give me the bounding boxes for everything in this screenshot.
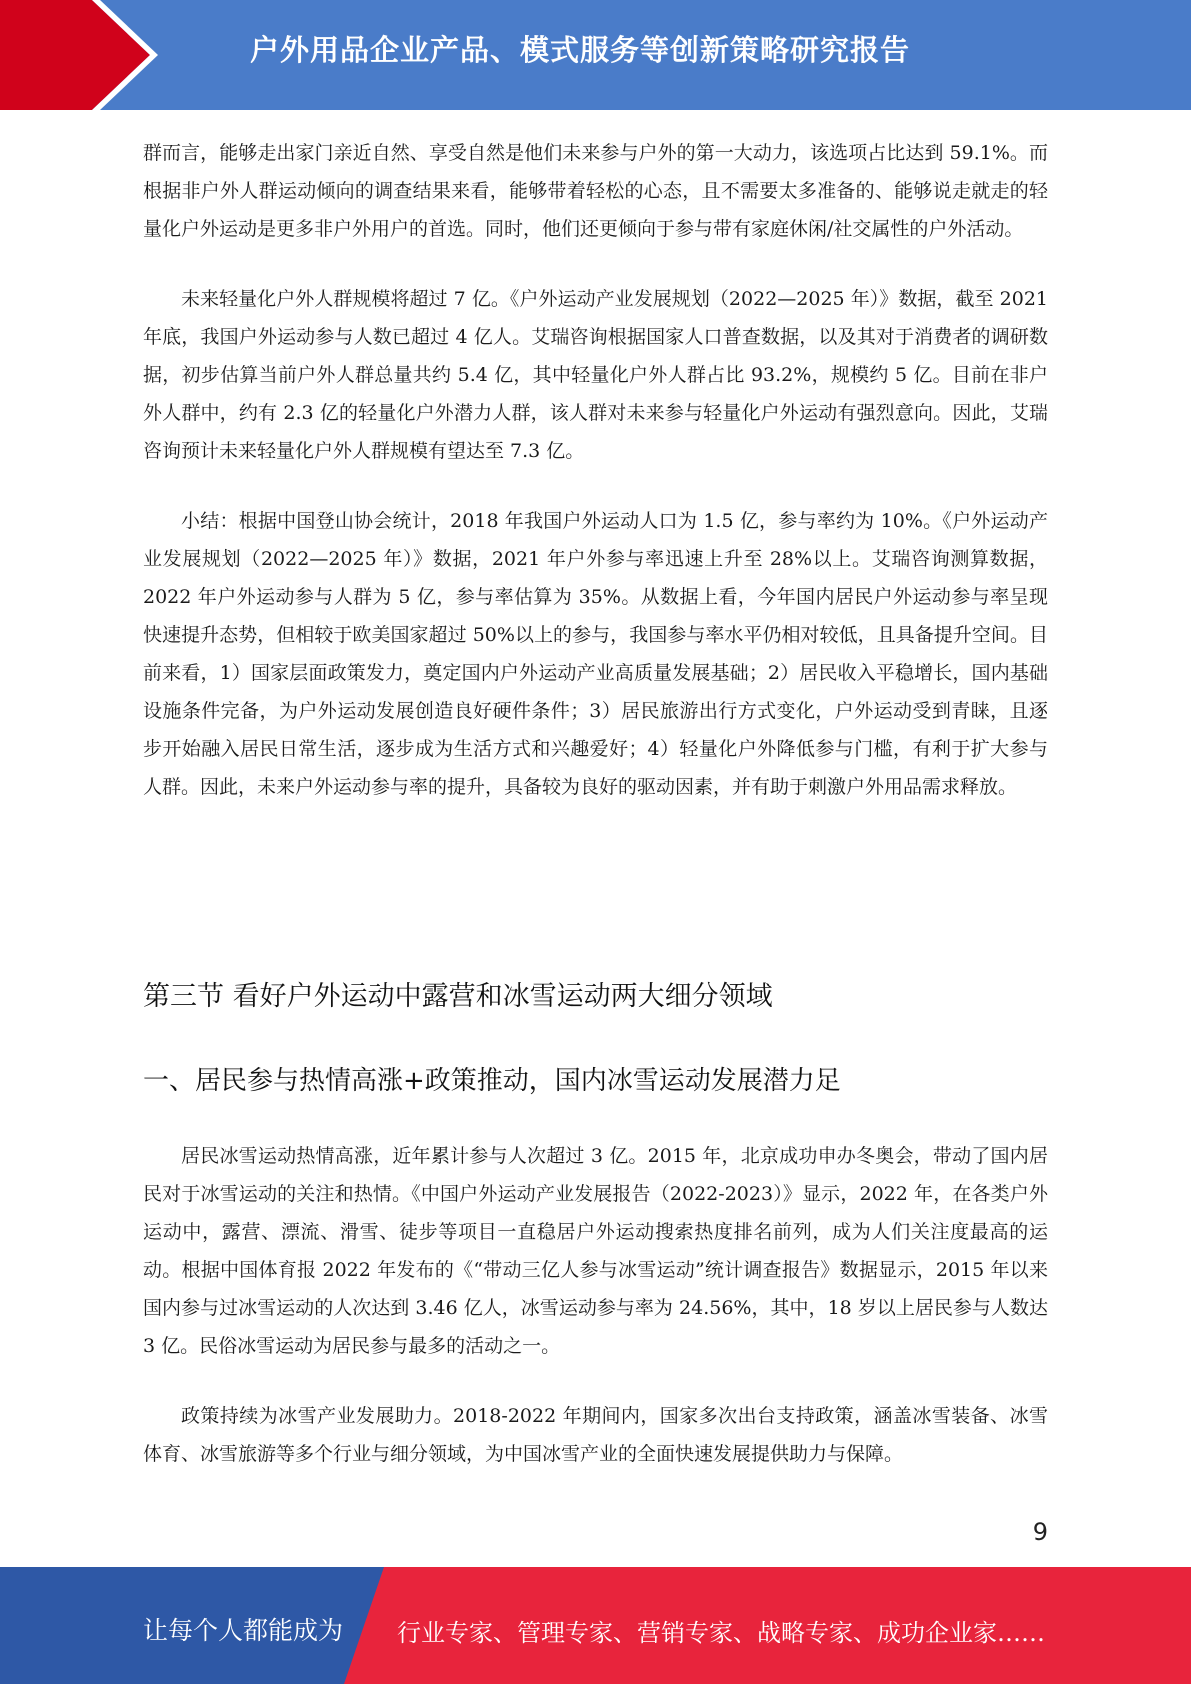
subsection-heading: 一、居民参与热情高涨+政策推动，国内冰雪运动发展潜力足 [143,1066,841,1096]
report-title: 户外用品企业产品、模式服务等创新策略研究报告 [250,33,911,67]
paragraph-4: 居民冰雪运动热情高涨，近年累计参与人次超过 3 亿。2015 年，北京成功申办冬奥会，带动了国内居民对于冰雪运动的关注和热情。《中国户外运动产业发展报告（2022-2023）》显示，2022 年，在各类户外运动中，露营、漂流、滑雪、徒步等项目一直稳居户外运动搜索热度排名前列，成为人们关注度最高的运动。根据中国体育报 2022 年发布的《“带动三亿人参与冰雪运动”统计调查报告》数据显示，2015 年以来国内参与过冰雪运动的人次达到 3.46 亿人，冰雪运动参与率为 24.56%，其中，18 岁以上居民参与人数达 3 亿。民俗冰雪运动为居民参与最多的活动之一。 [143,1145,1048,1357]
paragraph-1: 群而言，能够走出家门亲近自然、享受自然是他们未来参与户外的第一大动力，该选项占比达到 59.1%。而根据非户外人群运动倾向的调查结果来看，能够带着轻松的心态，且不需要太多准备的、能够说走就走的轻量化户外运动是更多非户外用户的首选。同时，他们还更倾向于参与带有家庭休闲/社交属性的户外活动。 [143,142,1048,240]
paragraph-2: 未来轻量化户外人群规模将超过 7 亿。《户外运动产业发展规划（2022—2025 年）》数据，截至 2021 年底，我国户外运动参与人数已超过 4 亿人。艾瑞咨询根据国家人口普查数据，以及其对于消费者的调研数据，初步估算当前户外人群总量共约 5.4 亿，其中轻量化户外人群占比 93.2%，规模约 5 亿。目前在非户外人群中，约有 2.3 亿的轻量化户外潜力人群，该人群对未来参与轻量化户外运动有强烈意向。因此，艾瑞咨询预计未来轻量化户外人群规模有望达至 7.3 亿。 [143,288,1048,462]
footer-slogan-left: 让每个人都能成为 [143,1616,344,1645]
page-footer [0,1567,1191,1684]
body-text [143,134,1048,806]
footer-slogan-right: 行业专家、管理专家、营销专家、战略专家、成功企业家…… [397,1619,1045,1647]
paragraph-5: 政策持续为冰雪产业发展助力。2018-2022 年期间内，国家多次出台支持政策，涵盖冰雪装备、冰雪体育、冰雪旅游等多个行业与细分领域，为中国冰雪产业的全面快速发展提供助力与保障。 [143,1405,1048,1465]
page-header [0,0,1191,110]
page-number: 9 [1032,1518,1048,1546]
section-heading: 第三节 看好户外运动中露营和冰雪运动两大细分领域 [143,981,773,1012]
section-body [143,1137,1048,1473]
paragraph-summary: 小结：根据中国登山协会统计，2018 年我国户外运动人口为 1.5 亿，参与率约为 10%。《户外运动产业发展规划（2022—2025 年）》数据，2021 年户外参与率迅速上升至 28%以上。艾瑞咨询测算数据，2022 年户外运动参与人群为 5 亿，参与率估算为 35%。从数据上看，今年国内居民户外运动参与率呈现快速提升态势，但相较于欧美国家超过 50%以上的参与，我国参与率水平仍相对较低，且具备提升空间。目前来看，1）国家层面政策发力，奠定国内户外运动产业高质量发展基础；2）居民收入平稳增长，国内基础设施条件完备，为户外运动发展创造良好硬件条件；3）居民旅游出行方式变化，户外运动受到青睐，且逐步开始融入居民日常生活，逐步成为生活方式和兴趣爱好；4）轻量化户外降低参与门槛，有利于扩大参与人群。因此，未来户外运动参与率的提升，具备较为良好的驱动因素，并有助于刺激户外用品需求释放。 [143,510,1048,798]
